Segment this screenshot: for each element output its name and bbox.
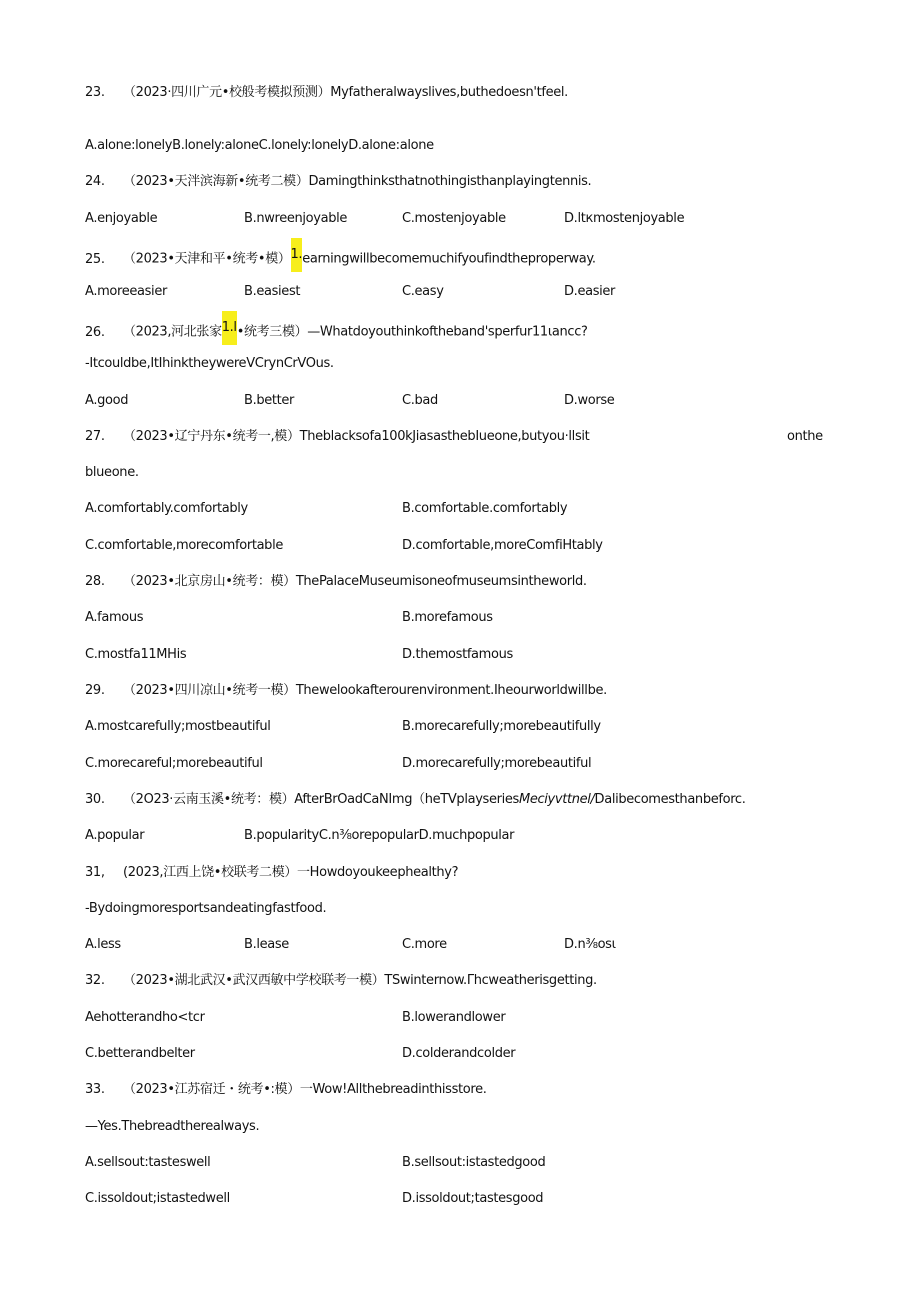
question-30 [85, 791, 746, 809]
question-continuation: blueone. [85, 465, 139, 480]
question-source: （2023·四川广元•校般考模拟预测） [123, 85, 331, 100]
highlight-mark: 1.l [222, 311, 237, 345]
question-source: (2023,江西上饶•校联考二模） [123, 865, 298, 880]
option-c: C.bad [402, 393, 438, 408]
question-24 [85, 173, 591, 191]
option-a: A.comfortably.comfortably [85, 501, 248, 516]
answer-line: -Itcouldbe,ItIhinktheywereVCrynCrVOus. [85, 356, 334, 371]
question-stem-tail: onthe [787, 429, 823, 444]
option-d: D.morecarefully;morebeautiful [402, 756, 592, 771]
question-source: （2023•天泮滨海新•统考二模） [123, 174, 309, 189]
option-b: B.morefamous [402, 610, 493, 625]
option-b: B.lowerandlower [402, 1010, 506, 1025]
question-number: 28. [85, 574, 105, 589]
question-stem: —Whatdoyouthinkoftheband'sperfur11ιancc? [307, 324, 588, 340]
option-c: C.mostenjoyable [402, 211, 506, 226]
option-b: B.sellsout:istastedgood [402, 1155, 546, 1170]
highlight-mark: 1. [291, 238, 303, 272]
option-a: A.enjoyable [85, 211, 158, 226]
question-source: （2023•辽宁丹东•统考一,模） [123, 429, 300, 444]
option-b: B.better [244, 393, 295, 408]
series-title: Meciyvttnel/ [518, 792, 595, 807]
option-b: B.nwreenjoyable [244, 211, 348, 226]
question-number: 32. [85, 973, 105, 988]
option-c: C.easy [402, 284, 444, 299]
question-28 [85, 573, 587, 591]
option-d: D.n⅜osι [564, 937, 616, 952]
question-stem: Thewelookafterourenvironment.Iheourworldwillbe. [295, 683, 607, 698]
option-a: A.sellsout:tasteswell [85, 1155, 211, 1170]
question-source: （2023•北京房山•统考：模） [123, 574, 296, 589]
question-number: 25. [85, 251, 105, 267]
option-c: C.betterandbelter [85, 1046, 195, 1061]
question-number: 33. [85, 1082, 105, 1097]
question-33 [85, 1081, 487, 1099]
question-number: 27. [85, 429, 105, 444]
option-c: C.issoldout;istastedwell [85, 1191, 230, 1206]
question-source-end: •统考三模） [236, 324, 308, 340]
option-line: A.alone:lonelyB.lonely:aloneC.lonely:lonelyD.alone:alone [85, 138, 434, 153]
option-d: D.comfortable,moreComfiHtably [402, 538, 603, 553]
question-25 [85, 246, 596, 272]
question-31 [85, 864, 458, 882]
option-a: A.famous [85, 610, 144, 625]
option-b: B.morecarefully;morebeautifully [402, 719, 601, 734]
option-a: A.good [85, 393, 129, 408]
question-source: （2023•湖北武汉•武汉西敏中学校联考一模） [123, 973, 385, 988]
question-number: 30. [85, 792, 105, 807]
question-number: 29. [85, 683, 105, 698]
option-c: C.more [402, 937, 447, 952]
option-b: B.comfortable.comfortably [402, 501, 568, 516]
option-d: D.easier [564, 284, 616, 299]
option-b: B.easiest [244, 284, 301, 299]
option-a: A.popular [85, 828, 145, 843]
option-c: C.mostfa11MHis [85, 647, 187, 662]
question-26 [85, 319, 588, 345]
option-d: D.worse [564, 393, 615, 408]
question-32 [85, 972, 597, 990]
question-stem: 一Howdoyoukeephealthy? [297, 865, 459, 880]
option-a: A.moreeasier [85, 284, 167, 299]
question-number: 26. [85, 324, 105, 340]
option-d: D.themostfamous [402, 647, 513, 662]
option-a: Aehotterandho<tcr [85, 1010, 205, 1025]
question-source: （2O23·云南玉溪•统考：模） [123, 792, 295, 807]
question-source: （2023•四川凉山•统考一模） [123, 683, 296, 698]
question-23 [85, 84, 568, 102]
question-stem: AfterBrOadCaNImg（heTVplayseries [294, 792, 519, 807]
question-stem-end: Dalibecomesthanbeforc. [594, 792, 746, 807]
option-b: B.lease [244, 937, 289, 952]
question-number: 31, [85, 865, 105, 880]
question-stem: ThePalaceMuseumisoneofmuseumsintheworld. [295, 574, 587, 589]
option-bcd: B.popularityC.n⅜orepopularD.muchpopular [244, 828, 515, 843]
answer-line: -Bydoingmoresportsandeatingfastfood. [85, 901, 327, 916]
question-stem: earningwillbecomemuchifyoufindtheproperway. [302, 251, 596, 267]
option-a: A.mostcarefully;mostbeautiful [85, 719, 271, 734]
question-stem: Myfatheralwayslives,buthedoesn'tfeel. [330, 85, 568, 100]
question-stem: Damingthinksthatnothingisthanplayingtennis. [308, 174, 592, 189]
question-number: 23. [85, 85, 105, 100]
option-d: D.issoldout;tastesgood [402, 1191, 544, 1206]
option-d: D.ltкmostenjoyable [564, 211, 685, 226]
question-source: （2023•天津和平•统考•模） [123, 251, 291, 267]
question-29 [85, 682, 607, 700]
question-number: 24. [85, 174, 105, 189]
option-a: A.less [85, 937, 121, 952]
question-27 [85, 428, 589, 446]
question-stem: 一Wow!Allthebreadinthisstore. [299, 1082, 487, 1097]
option-c: C.morecareful;morebeautiful [85, 756, 263, 771]
question-stem: Theblacksofa100kJiasasthebIueone,butyou·llsit [299, 429, 590, 444]
question-source: （2023,河北张家 [123, 324, 222, 340]
option-d: D.colderandcolder [402, 1046, 516, 1061]
question-source: （2023•江苏宿迁・统考•:模） [123, 1082, 300, 1097]
answer-line: —Yes.Thebreadtherealways. [85, 1119, 260, 1134]
option-c: C.comfortable,morecomfortable [85, 538, 283, 553]
question-stem: TSwinternow.Γhcweatherisgetting. [384, 973, 597, 988]
